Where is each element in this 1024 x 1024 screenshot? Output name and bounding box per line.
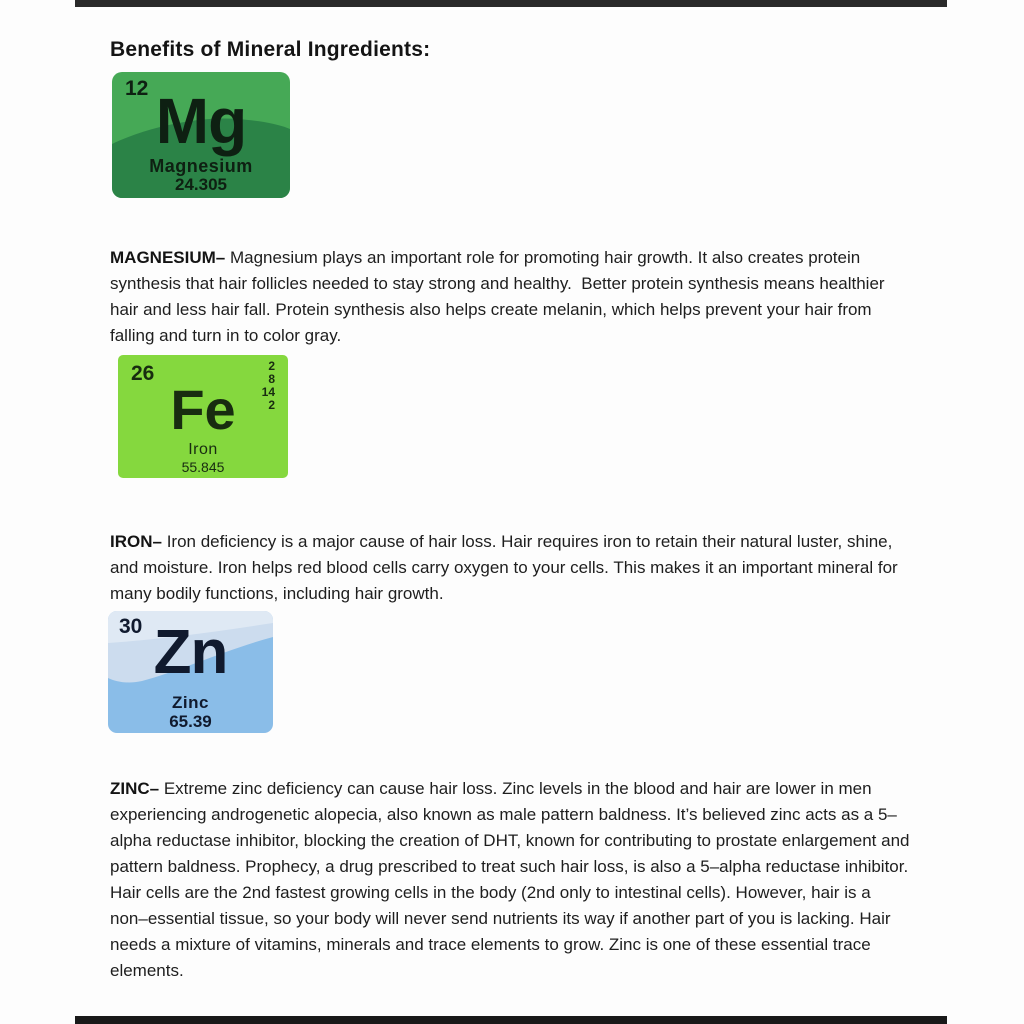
magnesium-element-tile-image	[112, 72, 290, 198]
magnesium-symbol: Mg	[155, 85, 247, 157]
iron-atomic-number: 26	[131, 362, 155, 385]
page-title: Benefits of Mineral Ingredients:	[110, 38, 431, 62]
zinc-atomic-mass: 65.39	[169, 712, 212, 731]
iron-atomic-mass: 55.845	[181, 459, 225, 475]
iron-shell-4: 2	[268, 398, 275, 412]
zinc-element-tile-image	[108, 611, 273, 733]
magnesium-paragraph	[110, 245, 910, 349]
magnesium-name: Magnesium	[149, 156, 253, 176]
iron-shell-1: 2	[268, 359, 275, 373]
zinc-paragraph	[110, 776, 915, 984]
magnesium-atomic-mass: 24.305	[175, 175, 227, 194]
top-border-bar	[75, 0, 947, 7]
iron-element-tile-image	[118, 355, 288, 478]
iron-paragraph-body: Iron deficiency is a major cause of hair loss. Hair requires iron to retain their natural luster, shine, and moisture. Iron helps red blood cells carry oxygen to your cells. This makes it an important mineral for many bodily functions, including hair growth.	[110, 532, 903, 603]
iron-shell-3: 14	[261, 385, 275, 399]
zinc-atomic-number: 30	[119, 615, 143, 638]
zinc-paragraph-lead: ZINC–	[110, 779, 160, 798]
iron-paragraph-lead: IRON–	[110, 532, 162, 551]
magnesium-atomic-number: 12	[125, 77, 149, 100]
zinc-symbol: Zn	[153, 618, 228, 687]
zinc-name: Zinc	[172, 693, 209, 712]
bottom-border-bar	[75, 1016, 947, 1024]
magnesium-paragraph-lead: MAGNESIUM–	[110, 248, 226, 267]
magnesium-paragraph-body: Magnesium plays an important role for promoting hair growth. It also creates protein synthesis that hair follicles needed to stay strong and healthy. Better protein synthesis means healthier hair and less hair fall. Protein synthesis also helps create melanin, which helps prevent your hair from falling and turn in to color gray.	[110, 248, 890, 345]
iron-name: Iron	[188, 441, 218, 458]
iron-paragraph	[110, 529, 910, 607]
iron-symbol: Fe	[170, 378, 236, 441]
iron-shell-2: 8	[268, 372, 275, 386]
zinc-paragraph-body: Extreme zinc deficiency can cause hair loss. Zinc levels in the blood and hair are lower in men experiencing androgenetic alopecia, also known as male pattern baldness. It’s believed zinc acts as a 5–alpha reductase inhibitor, blocking the creation of DHT, known for contributing to prostate enlargement and pattern baldness. Prophecy, a drug prescribed to treat such hair loss, is also a 5–alpha reductase inhibitor. Hair cells are the 2nd fastest growing cells in the body (2nd only to intestinal cells). However, hair is a non–essential tissue, so your body will never send nutrients its way if another part of you is lacking. Hair needs a mixture of vitamins, minerals and trace elements to grow. Zinc is one of these essential trace elements.	[110, 779, 915, 980]
